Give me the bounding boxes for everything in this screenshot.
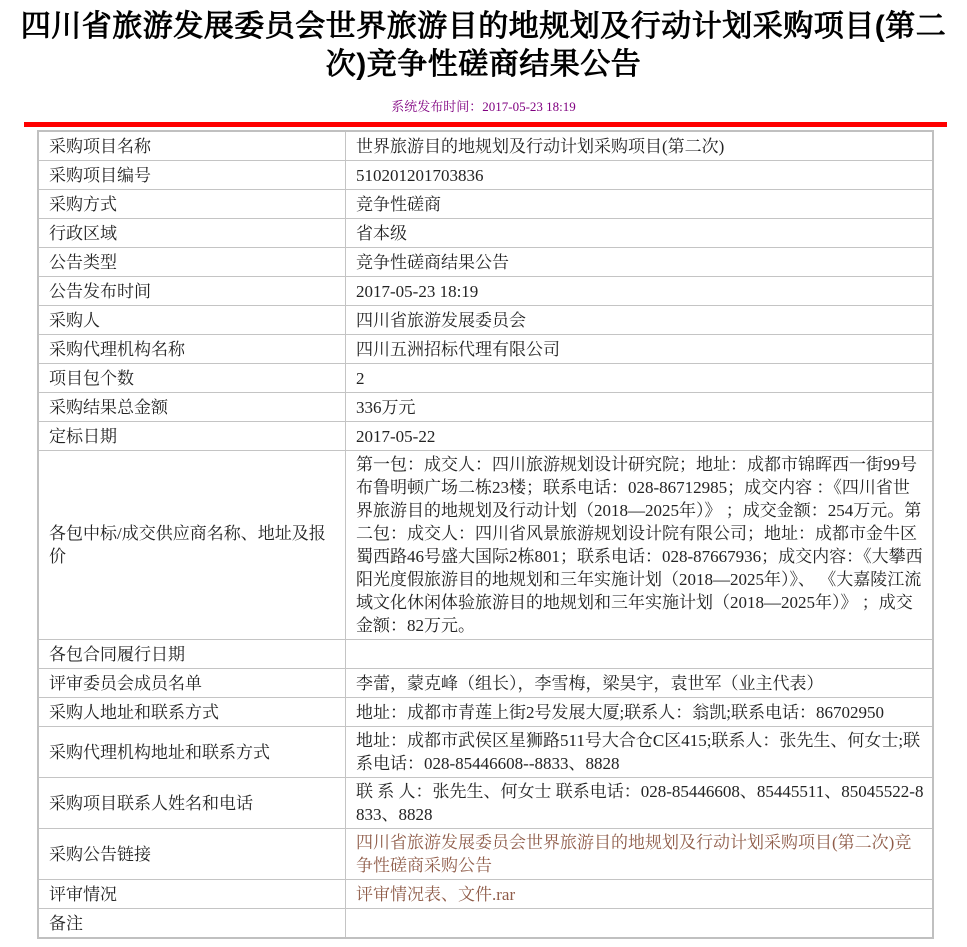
page-title: 四川省旅游发展委员会世界旅游目的地规划及行动计划采购项目(第二次)竞争性磋商结果公告 [20, 10, 947, 81]
row-label: 采购方式 [38, 190, 346, 219]
announcement-table [37, 130, 934, 939]
row-label: 采购结果总金额 [38, 393, 346, 422]
row-value: 2 [346, 364, 934, 393]
row-value [346, 829, 934, 880]
table-row-package-count [38, 364, 933, 393]
row-label: 采购公告链接 [38, 829, 346, 880]
row-label: 评审情况 [38, 880, 346, 909]
row-value [346, 909, 934, 939]
row-label: 行政区域 [38, 219, 346, 248]
row-label: 采购项目编号 [38, 161, 346, 190]
link-separator: 、 [441, 884, 458, 904]
table-row-project-name [38, 131, 933, 161]
row-value: 省本级 [346, 219, 934, 248]
table-row-notice-link [38, 829, 933, 880]
row-value: 2017-05-22 [346, 422, 934, 451]
table-row-announcement-type [38, 248, 933, 277]
row-label: 公告发布时间 [38, 277, 346, 306]
row-label: 备注 [38, 909, 346, 939]
row-value [346, 880, 934, 909]
row-label: 采购项目名称 [38, 131, 346, 161]
red-divider [24, 122, 947, 127]
row-label: 采购项目联系人姓名和电话 [38, 778, 346, 829]
table-row-award-date [38, 422, 933, 451]
table-row-remarks [38, 909, 933, 939]
row-value: 李蕾，蒙克峰（组长），李雪梅，梁昊宇，袁世军（业主代表） [346, 669, 934, 698]
table-row-project-contact [38, 778, 933, 829]
review-file-rar-link[interactable]: 文件.rar [458, 884, 516, 904]
table-row-procurement-method [38, 190, 933, 219]
row-label: 各包中标/成交供应商名称、地址及报价 [38, 451, 346, 640]
announcement-page [0, 8, 967, 939]
row-label: 采购代理机构名称 [38, 335, 346, 364]
row-label: 定标日期 [38, 422, 346, 451]
table-row-contract-dates [38, 640, 933, 669]
row-value: 联 系 人：张先生、何女士 联系电话：028-85446608、85445511、85045522-8833、8828 [346, 778, 934, 829]
table-row-project-number [38, 161, 933, 190]
row-value [346, 640, 934, 669]
row-label: 评审委员会成员名单 [38, 669, 346, 698]
row-value: 竞争性磋商结果公告 [346, 248, 934, 277]
row-value: 336万元 [346, 393, 934, 422]
row-value: 地址：成都市武侯区星狮路511号大合仓C区415;联系人：张先生、何女士;联系电话：028-85446608--8833、8828 [346, 727, 934, 778]
publish-time: 系统发布时间：2017-05-23 18:19 [391, 99, 576, 114]
table-row-publish-date [38, 277, 933, 306]
table-row-review-status [38, 880, 933, 909]
table-row-agency-contact [38, 727, 933, 778]
table-row-purchaser [38, 306, 933, 335]
row-value: 510201201703836 [346, 161, 934, 190]
table-row-admin-region [38, 219, 933, 248]
row-value: 四川五洲招标代理有限公司 [346, 335, 934, 364]
row-label: 各包合同履行日期 [38, 640, 346, 669]
table-row-agency-name [38, 335, 933, 364]
row-label: 采购人 [38, 306, 346, 335]
row-value: 2017-05-23 18:19 [346, 277, 934, 306]
row-value: 竞争性磋商 [346, 190, 934, 219]
table-row-purchaser-contact [38, 698, 933, 727]
table-row-total-amount [38, 393, 933, 422]
row-value: 第一包：成交人：四川旅游规划设计研究院；地址：成都市锦晖西一街99号布鲁明顿广场二栋23楼；联系电话：028-86712985；成交内容 ：《四川省世界旅游目的地规划及行动计划（2018—2025年）》 ；成交金额：254万元。第二包：成交人：四川省风景旅游规划设计院有限公司；地址：成都市金牛区蜀西路46号盛大国际2栋801；联系电话：028-87667936；成交内容：《大攀西阳光度假旅游目的地规划和三年实施计划（2018—2025年）》、 《大嘉陵江流域文化休闲体验旅游目的地规划和三年实施计划（2018—2025年）》 ；成交金额：82万元。 [346, 451, 934, 640]
row-label: 采购代理机构地址和联系方式 [38, 727, 346, 778]
row-label: 采购人地址和联系方式 [38, 698, 346, 727]
row-value: 地址：成都市青莲上街2号发展大厦;联系人：翁凯;联系电话：86702950 [346, 698, 934, 727]
row-value: 世界旅游目的地规划及行动计划采购项目(第二次) [346, 131, 934, 161]
table-row-review-committee [38, 669, 933, 698]
row-label: 公告类型 [38, 248, 346, 277]
row-value: 四川省旅游发展委员会 [346, 306, 934, 335]
row-label: 项目包个数 [38, 364, 346, 393]
review-table-link[interactable]: 评审情况表 [356, 884, 441, 904]
procurement-notice-link[interactable]: 四川省旅游发展委员会世界旅游目的地规划及行动计划采购项目(第二次)竞争性磋商采购公告 [356, 833, 912, 875]
table-row-winning-suppliers [38, 451, 933, 640]
